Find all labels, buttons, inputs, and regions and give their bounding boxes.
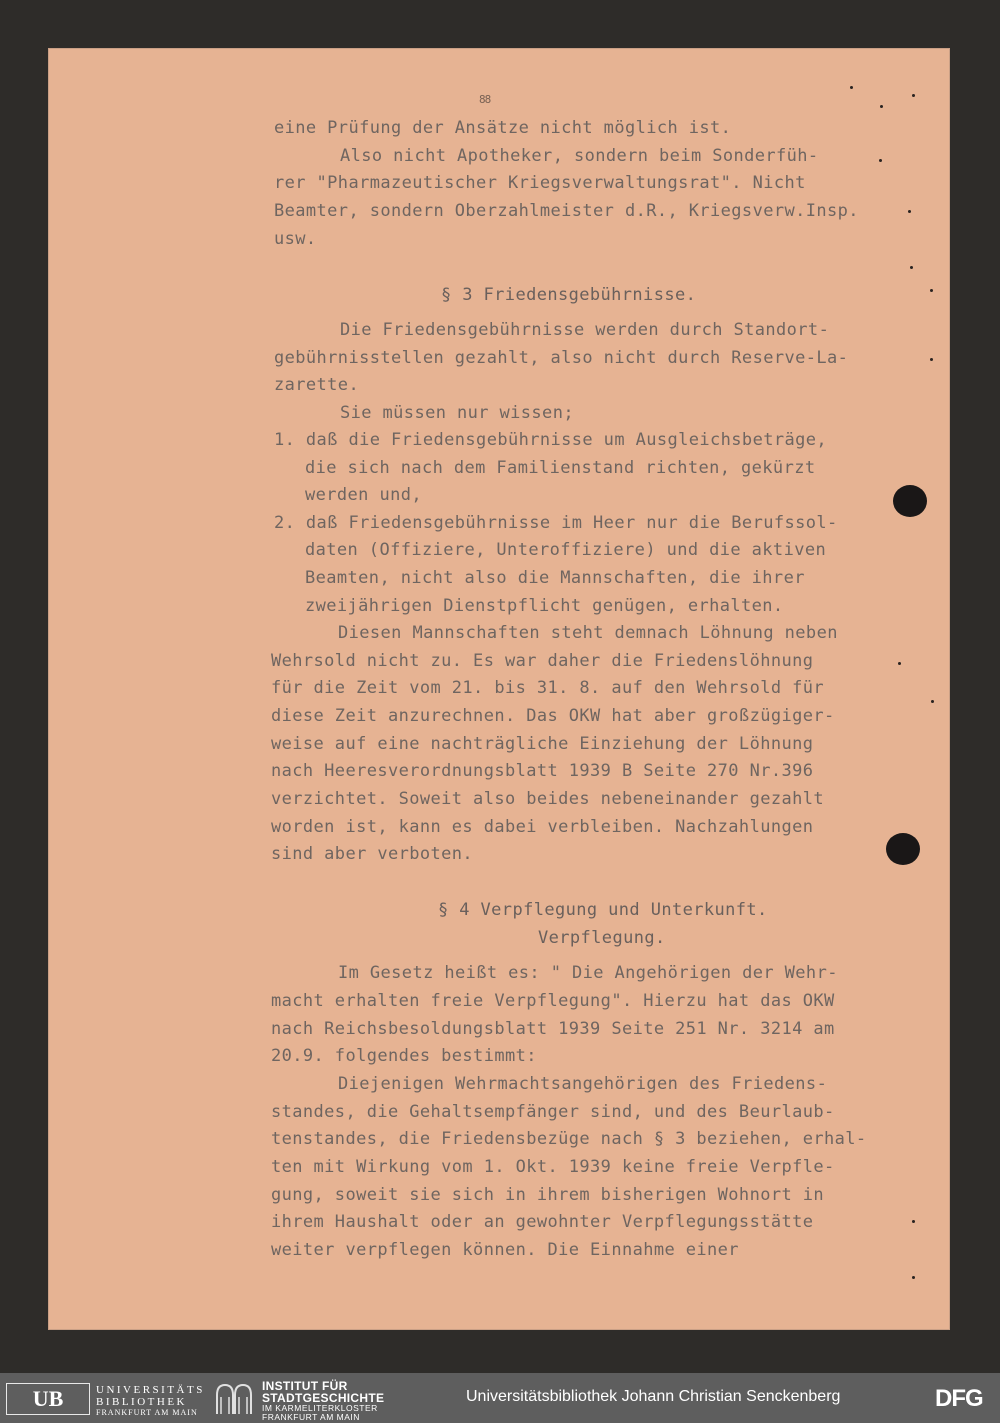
- text-line: Diejenigen Wehrmachtsangehörigen des Friedens-: [338, 1074, 828, 1094]
- ub-line: UNIVERSITÄTS: [96, 1384, 205, 1396]
- subsection-heading: Verpflegung.: [538, 928, 666, 948]
- ub-name: [96, 1384, 205, 1418]
- text-line: gung, soweit sie sich in ihrem bisherigen Wohnort in: [271, 1185, 825, 1205]
- speck: [879, 159, 882, 162]
- text-line: worden ist, kann es dabei verbleiben. Nachzahlungen: [271, 817, 814, 837]
- text-line: zweijährigen Dienstpflicht genügen, erhalten.: [305, 596, 784, 616]
- list-item: 2. daß Friedensgebührnisse im Heer nur die Berufssol-: [274, 513, 838, 533]
- section-heading: § 4 Verpflegung und Unterkunft.: [438, 900, 768, 920]
- text-line: diese Zeit anzurechnen. Das OKW hat aber großzügiger-: [271, 706, 835, 726]
- text-line: weise auf eine nachträgliche Einziehung der Löhnung: [271, 734, 814, 754]
- text-line: nach Heeresverordnungsblatt 1939 B Seite 270 Nr.396: [271, 761, 814, 781]
- speck: [850, 86, 853, 89]
- text-line: zarette.: [274, 375, 360, 395]
- text-line: daten (Offiziere, Unteroffiziere) und die aktiven: [305, 540, 827, 560]
- text-line: verzichtet. Soweit also beides nebeneinander gezahlt: [271, 789, 825, 809]
- institute-name: [262, 1380, 384, 1422]
- text-line: Beamten, nicht also die Mannschaften, die ihrer: [305, 568, 805, 588]
- institute-line: IM KARMELITERKLOSTER: [262, 1403, 378, 1413]
- text-line: werden und,: [305, 485, 422, 505]
- speck: [930, 358, 933, 361]
- text-line: Die Friedensgebührnisse werden durch Standort-: [340, 320, 830, 340]
- ub-logo: UB: [6, 1383, 90, 1415]
- text-line: nach Reichsbesoldungsblatt 1939 Seite 251 Nr. 3214 am: [271, 1019, 835, 1039]
- text-line: Im Gesetz heißt es: " Die Angehörigen der Wehr-: [338, 963, 838, 983]
- text-line: ten mit Wirkung vom 1. Okt. 1939 keine freie Verpfle-: [271, 1157, 835, 1177]
- speck: [912, 1276, 915, 1279]
- text-line: für die Zeit vom 21. bis 31. 8. auf den Wehrsold für: [271, 678, 825, 698]
- page-number-mark: 88: [479, 93, 491, 106]
- institute-logo-icon: [214, 1381, 254, 1415]
- section-heading: § 3 Friedensgebührnisse.: [441, 285, 697, 305]
- institute-line: FRANKFURT AM MAIN: [262, 1412, 360, 1422]
- text-line: Beamter, sondern Oberzahlmeister d.R., Kriegsverw.Insp.: [274, 201, 859, 221]
- library-name: Universitätsbibliothek Johann Christian Senckenberg: [466, 1388, 841, 1405]
- list-item: 1. daß die Friedensgebührnisse um Ausgleichsbeträge,: [274, 430, 828, 450]
- text-line: rer "Pharmazeutischer Kriegsverwaltungsrat". Nicht: [274, 173, 806, 193]
- text-line: usw.: [274, 229, 317, 249]
- institute-line: STADTGESCHICHTE: [262, 1391, 385, 1405]
- text-line: macht erhalten freie Verpflegung". Hierzu hat das OKW: [271, 991, 835, 1011]
- ub-line: FRANKFURT AM MAIN: [96, 1408, 198, 1417]
- text-line: tenstandes, die Friedensbezüge nach § 3 beziehen, erhal-: [271, 1129, 867, 1149]
- speck: [912, 1220, 915, 1223]
- speck: [880, 105, 883, 108]
- text-line: Wehrsold nicht zu. Es war daher die Friedenslöhnung: [271, 651, 814, 671]
- punch-hole: [886, 833, 920, 865]
- text-line: die sich nach dem Familienstand richten, gekürzt: [305, 458, 816, 478]
- text-line: ihrem Haushalt oder an gewohnter Verpflegungsstätte: [271, 1212, 814, 1232]
- ub-line: BIBLIOTHEK: [96, 1396, 187, 1408]
- text-line: standes, die Gehaltsempfänger sind, und des Beurlaub-: [271, 1102, 835, 1122]
- speck: [898, 662, 901, 665]
- institute-line: INSTITUT FÜR: [262, 1379, 348, 1393]
- text-line: eine Prüfung der Ansätze nicht möglich ist.: [274, 118, 732, 138]
- punch-hole: [893, 485, 927, 517]
- speck: [912, 94, 915, 97]
- text-line: gebührnisstellen gezahlt, also nicht durch Reserve-La-: [274, 348, 849, 368]
- speck: [931, 700, 934, 703]
- footer-bar: [0, 1373, 1000, 1423]
- text-line: sind aber verboten.: [271, 844, 474, 864]
- speck: [930, 289, 933, 292]
- speck: [910, 266, 913, 269]
- speck: [908, 210, 911, 213]
- text-line: Also nicht Apotheker, sondern beim Sonderfüh-: [340, 146, 819, 166]
- dfg-logo: DFG: [935, 1385, 983, 1412]
- text-line: weiter verpflegen können. Die Einnahme einer: [271, 1240, 739, 1260]
- text-line: Sie müssen nur wissen;: [340, 403, 574, 423]
- text-line: 20.9. folgendes bestimmt:: [271, 1046, 537, 1066]
- text-line: Diesen Mannschaften steht demnach Löhnung neben: [338, 623, 838, 643]
